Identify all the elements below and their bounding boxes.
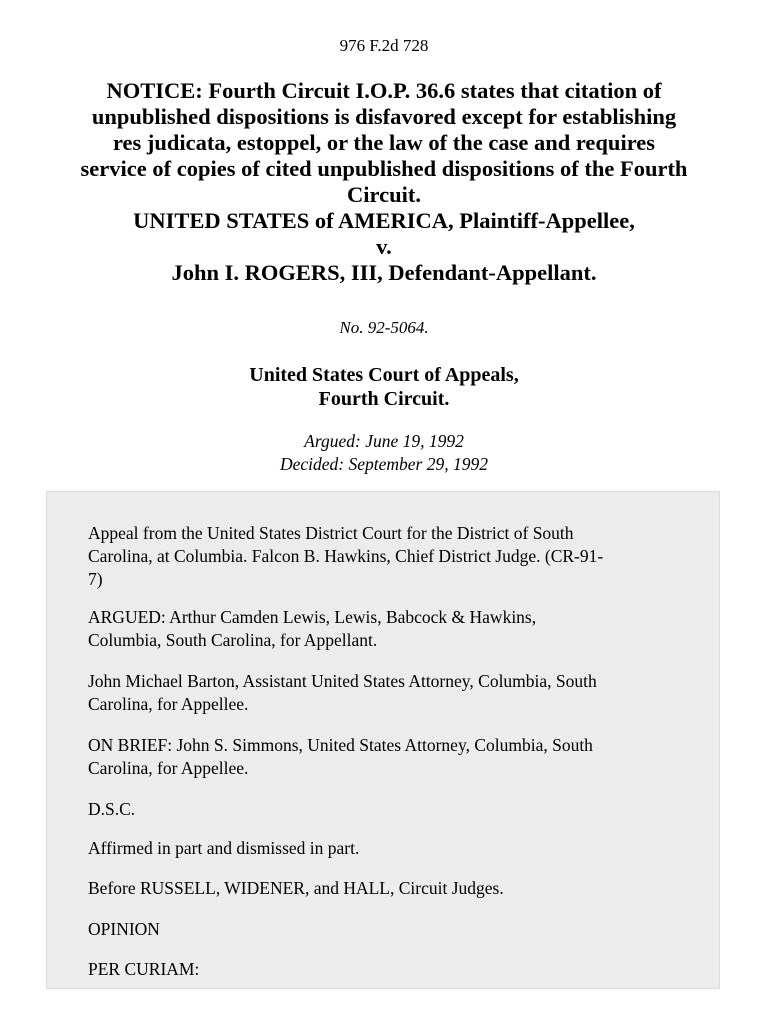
appeal-line: 7) (88, 569, 103, 589)
notice-line: service of copies of cited unpublished dispositions of the Fourth (80, 156, 688, 181)
court-name (0, 363, 768, 411)
disposition-text: Affirmed in part and dismissed in part. (88, 838, 360, 858)
case-citation: 976 F.2d 728 (339, 36, 429, 55)
case-parties (40, 208, 728, 286)
argued-date: Argued: June 19, 1992 (304, 431, 464, 451)
defendant-name: John I. ROGERS, III, Defendant-Appellant. (171, 260, 597, 285)
on-brief-line: Carolina, for Appellee. (88, 758, 249, 778)
case-dates (0, 430, 768, 476)
appellee-counsel-line: Carolina, for Appellee. (88, 694, 249, 714)
court-circuit-line: Fourth Circuit. (318, 388, 450, 410)
on-brief-paragraph (88, 734, 688, 780)
notice-line: unpublished dispositions is disfavored except for establishing (91, 104, 677, 129)
notice-line: NOTICE: Fourth Circuit I.O.P. 36.6 states that citation of (106, 78, 662, 103)
notice-line: res judicata, estoppel, or the law of the case and requires (112, 130, 656, 155)
appeal-line: Appeal from the United States District Court for the District of South (88, 523, 574, 543)
versus-text: v. (376, 234, 392, 259)
appellee-counsel-paragraph (88, 670, 688, 716)
appeal-paragraph (88, 522, 688, 591)
docket-number: No. 92-5064. (339, 318, 429, 337)
appeal-line: Carolina, at Columbia. Falcon B. Hawkins, Chief District Judge. (CR-91- (88, 546, 604, 566)
notice-heading (40, 78, 728, 208)
court-name-line: United States Court of Appeals, (249, 364, 519, 386)
opinion-heading: OPINION (88, 919, 160, 939)
district-label: D.S.C. (88, 799, 136, 819)
argued-counsel-line: ARGUED: Arthur Camden Lewis, Lewis, Babcock & Hawkins, (88, 607, 537, 627)
plaintiff-name: UNITED STATES of AMERICA, Plaintiff-Appellee, (133, 208, 635, 233)
appellee-counsel-line: John Michael Barton, Assistant United States Attorney, Columbia, South (88, 671, 597, 691)
argued-counsel-line: Columbia, South Carolina, for Appellant. (88, 630, 378, 650)
on-brief-line: ON BRIEF: John S. Simmons, United States Attorney, Columbia, South (88, 735, 593, 755)
panel-judges: Before RUSSELL, WIDENER, and HALL, Circuit Judges. (88, 878, 504, 898)
per-curiam-label: PER CURIAM: (88, 959, 200, 979)
decided-date: Decided: September 29, 1992 (280, 454, 488, 474)
argued-counsel-paragraph (88, 606, 688, 652)
notice-line: Circuit. (347, 182, 421, 207)
case-details-panel (46, 491, 720, 989)
